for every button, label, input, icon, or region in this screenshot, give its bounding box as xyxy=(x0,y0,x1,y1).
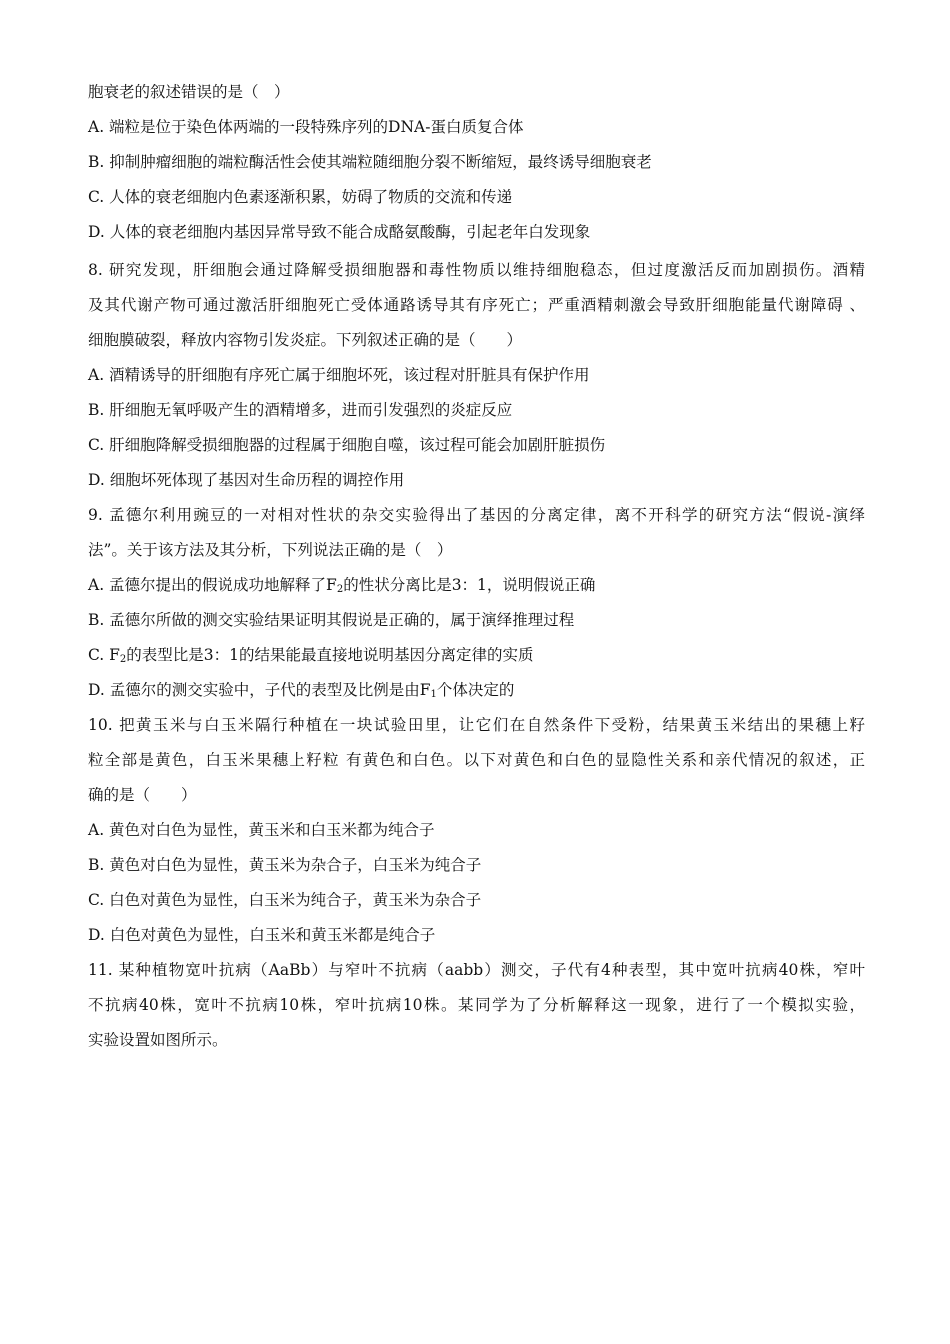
q9-option-a xyxy=(88,571,868,606)
q9-option-c-text-1: C. F xyxy=(88,646,120,664)
q8-stem-line-2: 及其代谢产物可通过激活肝细胞死亡受体通路诱导其有序死亡；严重酒精刺激会导致肝细胞能量代谢障碍 、 xyxy=(88,296,865,314)
q9-option-c-text-2: 的表型比是3：1的结果能最直接地说明基因分离定律的实质 xyxy=(126,646,534,664)
q7-option-b: B. 抑制肿瘤细胞的端粒酶活性会使其端粒随细胞分裂不断缩短，最终诱导细胞衰老 xyxy=(88,153,652,171)
q9-option-d-text-2: 个体决定的 xyxy=(436,681,515,699)
q8-option-a: A. 酒精诱导的肝细胞有序死亡属于细胞坏死，该过程对肝脏具有保护作用 xyxy=(88,366,590,384)
q9-option-d-text-1: D. 孟德尔的测交实验中，子代的表型及比例是由F xyxy=(88,681,431,699)
q8-option-c: C. 肝细胞降解受损细胞器的过程属于细胞自噬，该过程可能会加剧肝脏损伤 xyxy=(88,436,606,454)
q7-option-d: D. 人体的衰老细胞内基因异常导致不能合成酪氨酸酶，引起老年白发现象 xyxy=(88,223,591,241)
q10-stem-line-3: 确的是（ ） xyxy=(88,786,197,804)
q11-stem-line-1: 11. 某种植物宽叶抗病（AaBb）与窄叶不抗病（aabb）测交，子代有4种表型，其中宽叶抗病40株，窄叶 xyxy=(88,961,865,979)
q10-stem-line-1: 10. 把黄玉米与白玉米隔行种植在一块试验田里，让它们在自然条件下受粉，结果黄玉米结出的果穗上籽 xyxy=(88,716,865,734)
q9-option-c xyxy=(88,641,868,676)
q7-option-c: C. 人体的衰老细胞内色素逐渐积累，妨碍了物质的交流和传递 xyxy=(88,188,513,206)
q10-stem-line-2: 粒全部是黄色，白玉米果穗上籽粒 有黄色和白色。以下对黄色和白色的显隐性关系和亲代情况的叙述，正 xyxy=(88,751,865,769)
q10-option-d: D. 白色对黄色为显性，白玉米和黄玉米都是纯合子 xyxy=(88,926,436,944)
q7-option-a: A. 端粒是位于染色体两端的一段特殊序列的DNA-蛋白质复合体 xyxy=(88,118,524,136)
q9-option-c-subscript: 2 xyxy=(119,654,127,665)
q9-option-b: B. 孟德尔所做的测交实验结果证明其假说是正确的，属于演绎推理过程 xyxy=(88,611,575,629)
q8-stem-line-3: 细胞膜破裂，释放内容物引发炎症。下列叙述正确的是（ ） xyxy=(88,331,523,349)
q11-stem-line-2: 不抗病40株，宽叶不抗病10株，窄叶抗病10株。某同学为了分析解释这一现象，进行了一个模拟实验， xyxy=(88,996,865,1014)
q9-option-d xyxy=(88,676,868,711)
q9-option-a-text-2: 的性状分离比是3：1，说明假说正确 xyxy=(343,576,596,594)
q11-stem-line-3: 实验设置如图所示。 xyxy=(88,1031,228,1049)
q9-option-a-subscript: 2 xyxy=(336,584,344,595)
q10-option-c: C. 白色对黄色为显性，白玉米为纯合子，黄玉米为杂合子 xyxy=(88,891,482,909)
q7-stem-line: 胞衰老的叙述错误的是（ ） xyxy=(88,83,290,101)
q8-stem-line-1: 8. 研究发现，肝细胞会通过降解受损细胞器和毒性物质以维持细胞稳态，但过度激活反而加剧损伤。酒精 xyxy=(88,261,865,279)
q9-stem-line-2: 法”。关于该方法及其分析，下列说法正确的是（ ） xyxy=(88,541,453,559)
q9-stem-line-1: 9. 孟德尔利用豌豆的一对相对性状的杂交实验得出了基因的分离定律，离不开科学的研究方法“假说-演绎 xyxy=(88,506,865,524)
document-body xyxy=(88,78,868,1061)
q8-option-b: B. 肝细胞无氧呼吸产生的酒精增多，进而引发强烈的炎症反应 xyxy=(88,401,513,419)
q9-option-d-subscript: 1 xyxy=(430,689,437,700)
q10-option-a: A. 黄色对白色为显性，黄玉米和白玉米都为纯合子 xyxy=(88,821,435,839)
q10-option-b: B. 黄色对白色为显性，黄玉米为杂合子，白玉米为纯合子 xyxy=(88,856,482,874)
q8-option-d: D. 细胞坏死体现了基因对生命历程的调控作用 xyxy=(88,471,405,489)
q9-option-a-text-1: A. 孟德尔提出的假说成功地解释了F xyxy=(88,576,337,594)
